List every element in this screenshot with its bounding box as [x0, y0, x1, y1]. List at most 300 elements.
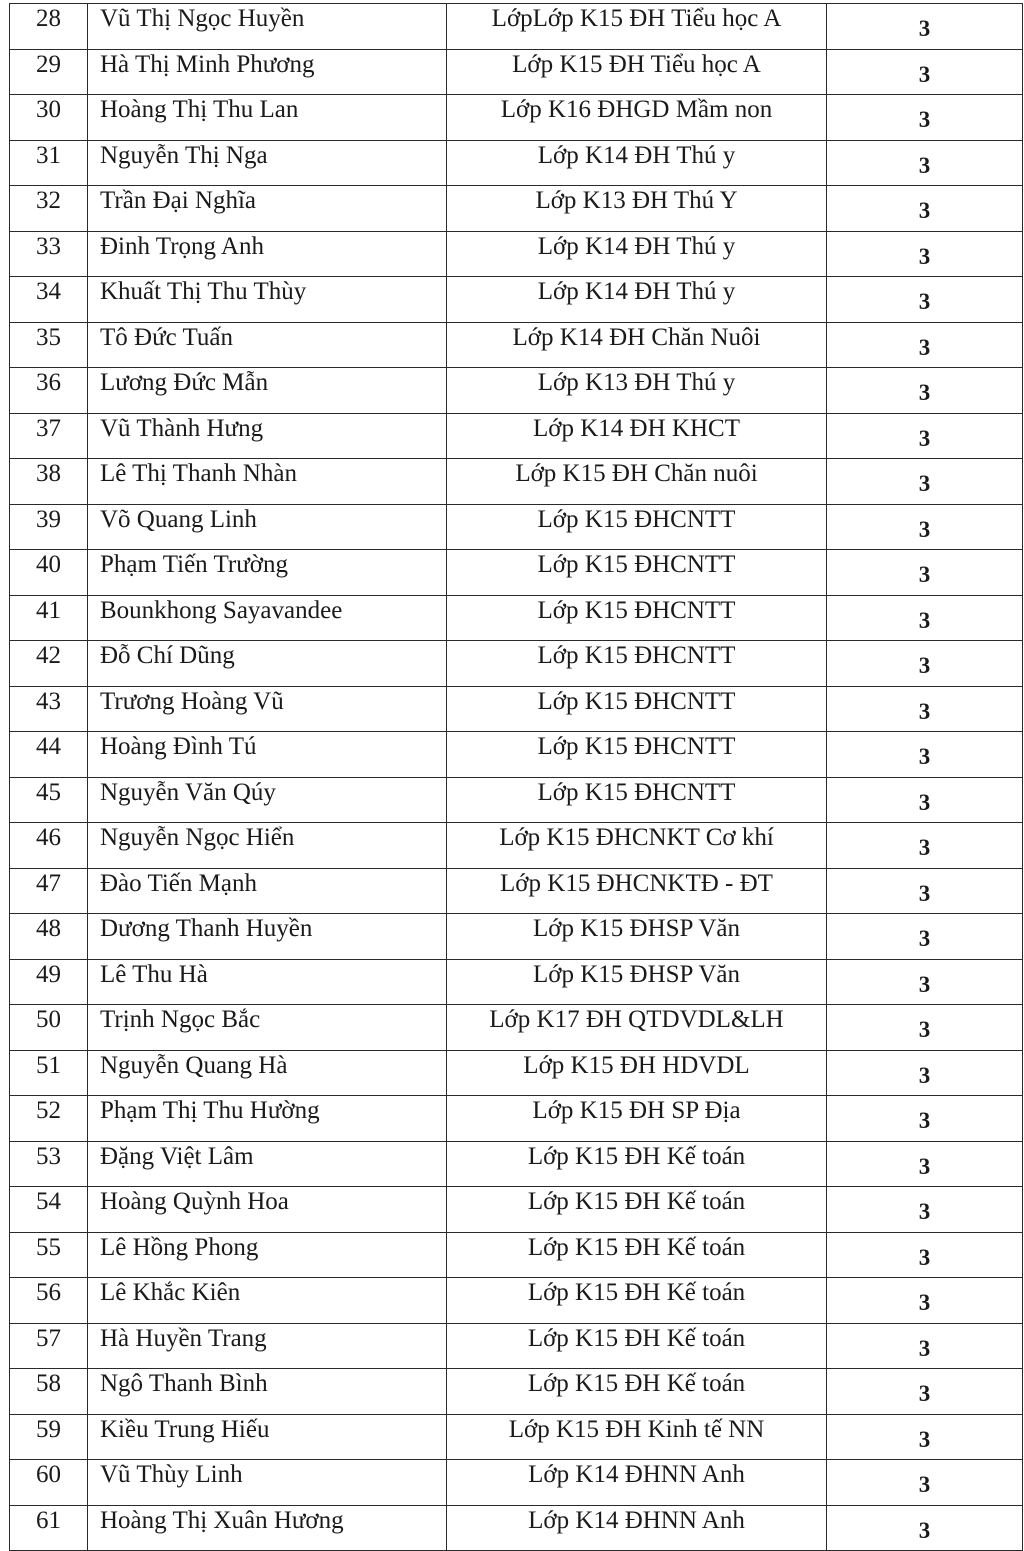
- class-name-text: Lớp K15 ĐHCNTT: [537, 687, 736, 715]
- class-name-text: Lớp K15 ĐH Kế toán: [527, 1142, 746, 1170]
- row-number-text: 56: [36, 1279, 61, 1307]
- student-name-text: Trịnh Ngọc Bắc: [100, 1006, 261, 1034]
- student-name-cell: [88, 322, 447, 368]
- count-cell: [827, 95, 1023, 141]
- row-number-text: 48: [36, 915, 61, 943]
- student-name-text: Phạm Thị Thu Hường: [100, 1097, 320, 1125]
- count-cell: [827, 868, 1023, 914]
- class-name-cell: [447, 277, 827, 323]
- class-name-cell: [447, 1505, 827, 1551]
- class-name-text: Lớp K13 ĐH Thú y: [537, 369, 736, 397]
- student-name-text: Phạm Tiến Trường: [100, 551, 288, 579]
- count-text: 3: [918, 425, 931, 451]
- student-name-cell: [88, 1460, 447, 1506]
- count-cell: [827, 1460, 1023, 1506]
- class-name-text: Lớp K15 ĐH HDVDL: [523, 1051, 750, 1079]
- count-text: 3: [918, 1108, 931, 1134]
- class-name-text: Lớp K13 ĐH Thú Y: [535, 187, 738, 215]
- table-row: [10, 1050, 1023, 1096]
- student-name-cell: [88, 1369, 447, 1415]
- table-row: [10, 504, 1023, 550]
- class-name-text: Lớp K15 ĐH Kế toán: [527, 1188, 746, 1216]
- row-number-text: 55: [36, 1233, 61, 1261]
- student-name-cell: [88, 641, 447, 687]
- student-name-cell: [88, 823, 447, 869]
- count-cell: [827, 1414, 1023, 1460]
- count-cell: [827, 595, 1023, 641]
- class-name-cell: [447, 550, 827, 596]
- student-name-cell: [88, 1187, 447, 1233]
- count-text: 3: [918, 152, 931, 178]
- class-name-text: Lớp K15 ĐHCNTT: [537, 551, 736, 579]
- class-name-cell: [447, 1369, 827, 1415]
- row-number-text: 42: [36, 642, 61, 670]
- student-name-cell: [88, 95, 447, 141]
- count-text: 3: [918, 562, 931, 588]
- student-name-text: Võ Quang Linh: [100, 505, 257, 533]
- row-number-cell: [10, 914, 88, 960]
- student-name-text: Đinh Trọng Anh: [100, 232, 264, 260]
- count-cell: [827, 1005, 1023, 1051]
- count-text: 3: [918, 334, 931, 360]
- count-cell: [827, 823, 1023, 869]
- class-name-text: Lớp K15 ĐH SP Địa: [532, 1097, 741, 1125]
- student-name-cell: [88, 732, 447, 778]
- student-name-text: Hoàng Thị Xuân Hương: [100, 1506, 344, 1534]
- student-name-cell: [88, 595, 447, 641]
- row-number-cell: [10, 1141, 88, 1187]
- student-name-text: Vũ Thùy Linh: [100, 1461, 243, 1489]
- row-number-cell: [10, 595, 88, 641]
- row-number-text: 46: [36, 824, 61, 852]
- class-name-text: Lớp K14 ĐH Thú y: [537, 141, 736, 169]
- table-row: [10, 732, 1023, 778]
- count-text: 3: [918, 744, 931, 770]
- count-text: 3: [918, 1517, 931, 1543]
- row-number-text: 37: [36, 414, 61, 442]
- count-cell: [827, 231, 1023, 277]
- class-name-text: Lớp K15 ĐH Kế toán: [527, 1279, 746, 1307]
- row-number-text: 53: [36, 1142, 61, 1170]
- table-row: [10, 1005, 1023, 1051]
- student-name-text: Hà Huyền Trang: [100, 1324, 267, 1352]
- student-name-cell: [88, 140, 447, 186]
- class-name-cell: [447, 1232, 827, 1278]
- student-name-text: Kiều Trung Hiếu: [100, 1415, 270, 1443]
- class-name-text: Lớp K15 ĐHCNTT: [537, 733, 736, 761]
- table-row: [10, 368, 1023, 414]
- count-cell: [827, 777, 1023, 823]
- student-name-cell: [88, 777, 447, 823]
- row-number-text: 44: [36, 733, 61, 761]
- row-number-cell: [10, 49, 88, 95]
- row-number-cell: [10, 868, 88, 914]
- count-text: 3: [918, 1153, 931, 1179]
- count-text: 3: [918, 971, 931, 997]
- row-number-cell: [10, 550, 88, 596]
- table-row: [10, 1323, 1023, 1369]
- count-text: 3: [918, 516, 931, 542]
- student-name-text: Trần Đại Nghĩa: [100, 187, 257, 215]
- student-name-cell: [88, 1232, 447, 1278]
- count-cell: [827, 4, 1023, 50]
- row-number-text: 50: [36, 1006, 61, 1034]
- count-cell: [827, 1141, 1023, 1187]
- student-name-cell: [88, 1505, 447, 1551]
- count-text: 3: [918, 107, 931, 133]
- class-name-cell: [447, 595, 827, 641]
- table-row: [10, 1141, 1023, 1187]
- class-name-text: Lớp K15 ĐH Kế toán: [527, 1324, 746, 1352]
- class-name-cell: [447, 1050, 827, 1096]
- table-row: [10, 186, 1023, 232]
- student-name-cell: [88, 368, 447, 414]
- row-number-cell: [10, 1505, 88, 1551]
- student-name-text: Đào Tiến Mạnh: [100, 869, 257, 897]
- count-cell: [827, 140, 1023, 186]
- count-text: 3: [918, 1335, 931, 1361]
- count-cell: [827, 1369, 1023, 1415]
- class-name-cell: [447, 1278, 827, 1324]
- row-number-cell: [10, 1187, 88, 1233]
- class-name-text: Lớp K17 ĐH QTDVDL&LH: [489, 1006, 784, 1034]
- student-name-text: Nguyễn Quang Hà: [100, 1051, 288, 1079]
- class-name-cell: [447, 413, 827, 459]
- row-number-cell: [10, 322, 88, 368]
- class-name-text: Lớp K14 ĐH Chăn Nuôi: [512, 323, 761, 351]
- class-name-cell: [447, 504, 827, 550]
- row-number-cell: [10, 95, 88, 141]
- row-number-text: 40: [36, 551, 61, 579]
- count-text: 3: [918, 243, 931, 269]
- count-text: 3: [918, 61, 931, 87]
- student-name-cell: [88, 914, 447, 960]
- class-name-cell: [447, 1414, 827, 1460]
- student-name-text: Khuất Thị Thu Thùy: [100, 278, 307, 306]
- student-name-text: Bounkhong Sayavandee: [100, 596, 343, 624]
- class-name-cell: [447, 641, 827, 687]
- class-name-cell: [447, 368, 827, 414]
- row-number-cell: [10, 459, 88, 505]
- class-name-text: Lớp K15 ĐHSP Văn: [533, 915, 740, 943]
- class-name-text: Lớp K15 ĐHSP Văn: [533, 960, 740, 988]
- count-text: 3: [918, 1472, 931, 1498]
- row-number-text: 57: [36, 1324, 61, 1352]
- row-number-cell: [10, 1460, 88, 1506]
- table-row: [10, 49, 1023, 95]
- student-name-cell: [88, 1414, 447, 1460]
- count-text: 3: [918, 1426, 931, 1452]
- row-number-cell: [10, 1414, 88, 1460]
- student-name-cell: [88, 459, 447, 505]
- row-number-text: 59: [36, 1415, 61, 1443]
- student-name-cell: [88, 959, 447, 1005]
- table-row: [10, 231, 1023, 277]
- student-name-text: Đặng Việt Lâm: [100, 1142, 254, 1170]
- row-number-cell: [10, 1096, 88, 1142]
- count-cell: [827, 368, 1023, 414]
- table-row: [10, 459, 1023, 505]
- count-text: 3: [918, 1290, 931, 1316]
- table-row: [10, 95, 1023, 141]
- class-name-text: Lớp K15 ĐHCNTT: [537, 778, 736, 806]
- class-name-text: Lớp K15 ĐHCNTT: [537, 505, 736, 533]
- table-row: [10, 595, 1023, 641]
- class-name-text: Lớp K15 ĐHCNKTĐ - ĐT: [500, 869, 773, 897]
- row-number-text: 41: [36, 596, 61, 624]
- student-name-text: Lê Hồng Phong: [100, 1233, 259, 1261]
- count-text: 3: [918, 471, 931, 497]
- student-name-cell: [88, 1323, 447, 1369]
- row-number-cell: [10, 641, 88, 687]
- class-name-cell: [447, 1323, 827, 1369]
- table-row: [10, 686, 1023, 732]
- row-number-cell: [10, 1050, 88, 1096]
- row-number-text: 45: [36, 778, 61, 806]
- count-text: 3: [918, 880, 931, 906]
- count-cell: [827, 49, 1023, 95]
- count-text: 3: [918, 16, 931, 42]
- student-name-cell: [88, 186, 447, 232]
- table-row: [10, 868, 1023, 914]
- row-number-cell: [10, 823, 88, 869]
- row-number-cell: [10, 368, 88, 414]
- student-name-cell: [88, 686, 447, 732]
- class-name-text: Lớp K14 ĐHNN Anh: [528, 1506, 745, 1534]
- student-name-cell: [88, 1050, 447, 1096]
- count-text: 3: [918, 653, 931, 679]
- row-number-text: 51: [36, 1051, 61, 1079]
- class-name-text: Lớp K14 ĐH Thú y: [537, 232, 736, 260]
- class-name-cell: [447, 868, 827, 914]
- count-cell: [827, 959, 1023, 1005]
- row-number-text: 34: [36, 278, 61, 306]
- student-name-cell: [88, 49, 447, 95]
- class-name-text: Lớp K15 ĐHCNTT: [537, 642, 736, 670]
- class-name-cell: [447, 732, 827, 778]
- count-cell: [827, 914, 1023, 960]
- table-body: [10, 4, 1023, 1551]
- row-number-cell: [10, 413, 88, 459]
- class-name-text: Lớp K14 ĐH Thú y: [537, 278, 736, 306]
- table-row: [10, 550, 1023, 596]
- row-number-text: 35: [36, 323, 61, 351]
- table-row: [10, 4, 1023, 50]
- class-name-cell: [447, 4, 827, 50]
- count-text: 3: [918, 607, 931, 633]
- count-cell: [827, 1187, 1023, 1233]
- row-number-cell: [10, 1369, 88, 1415]
- student-name-text: Lê Khắc Kiên: [100, 1279, 241, 1307]
- student-name-cell: [88, 231, 447, 277]
- count-cell: [827, 641, 1023, 687]
- student-name-text: Ngô Thanh Bình: [100, 1370, 268, 1398]
- class-name-cell: [447, 1187, 827, 1233]
- row-number-text: 29: [36, 50, 61, 78]
- count-text: 3: [918, 789, 931, 815]
- class-name-cell: [447, 231, 827, 277]
- student-name-text: Vũ Thành Hưng: [100, 414, 264, 442]
- count-cell: [827, 1050, 1023, 1096]
- student-name-text: Nguyễn Văn Qúy: [100, 778, 276, 806]
- row-number-text: 60: [36, 1461, 61, 1489]
- row-number-text: 32: [36, 187, 61, 215]
- student-name-text: Vũ Thị Ngọc Huyền: [100, 5, 305, 33]
- table-row: [10, 1232, 1023, 1278]
- student-name-text: Đỗ Chí Dũng: [100, 642, 235, 670]
- count-cell: [827, 1505, 1023, 1551]
- row-number-cell: [10, 959, 88, 1005]
- row-number-cell: [10, 231, 88, 277]
- row-number-cell: [10, 4, 88, 50]
- class-name-cell: [447, 823, 827, 869]
- count-cell: [827, 459, 1023, 505]
- count-text: 3: [918, 289, 931, 315]
- student-name-cell: [88, 1096, 447, 1142]
- table-row: [10, 1414, 1023, 1460]
- student-name-text: Nguyễn Thị Nga: [100, 141, 268, 169]
- table-row: [10, 1096, 1023, 1142]
- row-number-cell: [10, 140, 88, 186]
- class-name-text: Lớp K14 ĐH KHCT: [533, 414, 740, 442]
- student-name-text: Hoàng Thị Thu Lan: [100, 96, 299, 124]
- row-number-text: 43: [36, 687, 61, 715]
- student-name-text: Hà Thị Minh Phương: [100, 50, 315, 78]
- class-name-cell: [447, 1141, 827, 1187]
- table-row: [10, 914, 1023, 960]
- row-number-cell: [10, 1323, 88, 1369]
- count-text: 3: [918, 380, 931, 406]
- student-name-cell: [88, 550, 447, 596]
- row-number-text: 47: [36, 869, 61, 897]
- class-name-cell: [447, 914, 827, 960]
- student-name-cell: [88, 277, 447, 323]
- class-name-cell: [447, 1005, 827, 1051]
- count-cell: [827, 732, 1023, 778]
- row-number-cell: [10, 1005, 88, 1051]
- table-row: [10, 277, 1023, 323]
- table-row: [10, 1460, 1023, 1506]
- class-name-cell: [447, 1096, 827, 1142]
- student-name-text: Nguyễn Ngọc Hiển: [100, 824, 295, 852]
- row-number-text: 61: [36, 1506, 61, 1534]
- table-row: [10, 1369, 1023, 1415]
- class-name-cell: [447, 186, 827, 232]
- student-list-table: [9, 3, 1023, 1551]
- student-name-text: Lê Thị Thanh Nhàn: [100, 460, 297, 488]
- count-cell: [827, 1278, 1023, 1324]
- table-row: [10, 1187, 1023, 1233]
- count-text: 3: [918, 926, 931, 952]
- student-name-cell: [88, 1141, 447, 1187]
- class-name-cell: [447, 95, 827, 141]
- row-number-text: 39: [36, 505, 61, 533]
- row-number-text: 58: [36, 1370, 61, 1398]
- student-name-cell: [88, 504, 447, 550]
- count-cell: [827, 186, 1023, 232]
- student-name-text: Trương Hoàng Vũ: [100, 687, 284, 715]
- student-name-text: Lương Đức Mẫn: [100, 369, 269, 397]
- class-name-text: Lớp K15 ĐH Kế toán: [527, 1370, 746, 1398]
- row-number-cell: [10, 732, 88, 778]
- table-row: [10, 1278, 1023, 1324]
- student-name-text: Dương Thanh Huyền: [100, 915, 313, 943]
- count-cell: [827, 1232, 1023, 1278]
- row-number-text: 54: [36, 1188, 61, 1216]
- count-text: 3: [918, 198, 931, 224]
- table-row: [10, 641, 1023, 687]
- class-name-text: Lớp K15 ĐH Chăn nuôi: [515, 460, 758, 488]
- student-name-text: Tô Đức Tuấn: [100, 323, 234, 351]
- class-name-text: Lớp K15 ĐHCNKT Cơ khí: [499, 824, 774, 852]
- row-number-cell: [10, 186, 88, 232]
- class-name-text: LớpLớp K15 ĐH Tiểu học A: [491, 5, 782, 33]
- row-number-text: 49: [36, 960, 61, 988]
- student-name-cell: [88, 1005, 447, 1051]
- count-text: 3: [918, 1199, 931, 1225]
- count-cell: [827, 504, 1023, 550]
- row-number-cell: [10, 277, 88, 323]
- student-name-cell: [88, 868, 447, 914]
- count-cell: [827, 1096, 1023, 1142]
- row-number-cell: [10, 504, 88, 550]
- count-cell: [827, 686, 1023, 732]
- count-text: 3: [918, 1017, 931, 1043]
- class-name-cell: [447, 49, 827, 95]
- row-number-cell: [10, 777, 88, 823]
- class-name-text: Lớp K15 ĐH Kế toán: [527, 1233, 746, 1261]
- class-name-cell: [447, 322, 827, 368]
- class-name-text: Lớp K15 ĐH Tiểu học A: [512, 50, 761, 78]
- count-text: 3: [918, 1381, 931, 1407]
- student-name-text: Lê Thu Hà: [100, 960, 208, 988]
- table-row: [10, 322, 1023, 368]
- count-cell: [827, 1323, 1023, 1369]
- class-name-cell: [447, 959, 827, 1005]
- class-name-text: Lớp K15 ĐH Kinh tế NN: [508, 1415, 765, 1443]
- table-row: [10, 140, 1023, 186]
- row-number-text: 30: [36, 96, 61, 124]
- table-row: [10, 1505, 1023, 1551]
- count-cell: [827, 550, 1023, 596]
- row-number-cell: [10, 1232, 88, 1278]
- row-number-cell: [10, 1278, 88, 1324]
- class-name-cell: [447, 686, 827, 732]
- count-cell: [827, 413, 1023, 459]
- row-number-text: 28: [36, 5, 61, 33]
- table-row: [10, 823, 1023, 869]
- student-name-cell: [88, 4, 447, 50]
- student-name-cell: [88, 413, 447, 459]
- count-text: 3: [918, 835, 931, 861]
- count-text: 3: [918, 698, 931, 724]
- row-number-text: 38: [36, 460, 61, 488]
- row-number-text: 52: [36, 1097, 61, 1125]
- table-row: [10, 413, 1023, 459]
- row-number-text: 36: [36, 369, 61, 397]
- student-name-text: Hoàng Đình Tú: [100, 733, 257, 761]
- count-text: 3: [918, 1062, 931, 1088]
- row-number-text: 31: [36, 141, 61, 169]
- student-name-cell: [88, 1278, 447, 1324]
- class-name-cell: [447, 1460, 827, 1506]
- row-number-text: 33: [36, 232, 61, 260]
- class-name-text: Lớp K16 ĐHGD Mầm non: [500, 96, 773, 124]
- count-text: 3: [918, 1244, 931, 1270]
- class-name-cell: [447, 777, 827, 823]
- student-name-text: Hoàng Quỳnh Hoa: [100, 1188, 289, 1216]
- class-name-cell: [447, 140, 827, 186]
